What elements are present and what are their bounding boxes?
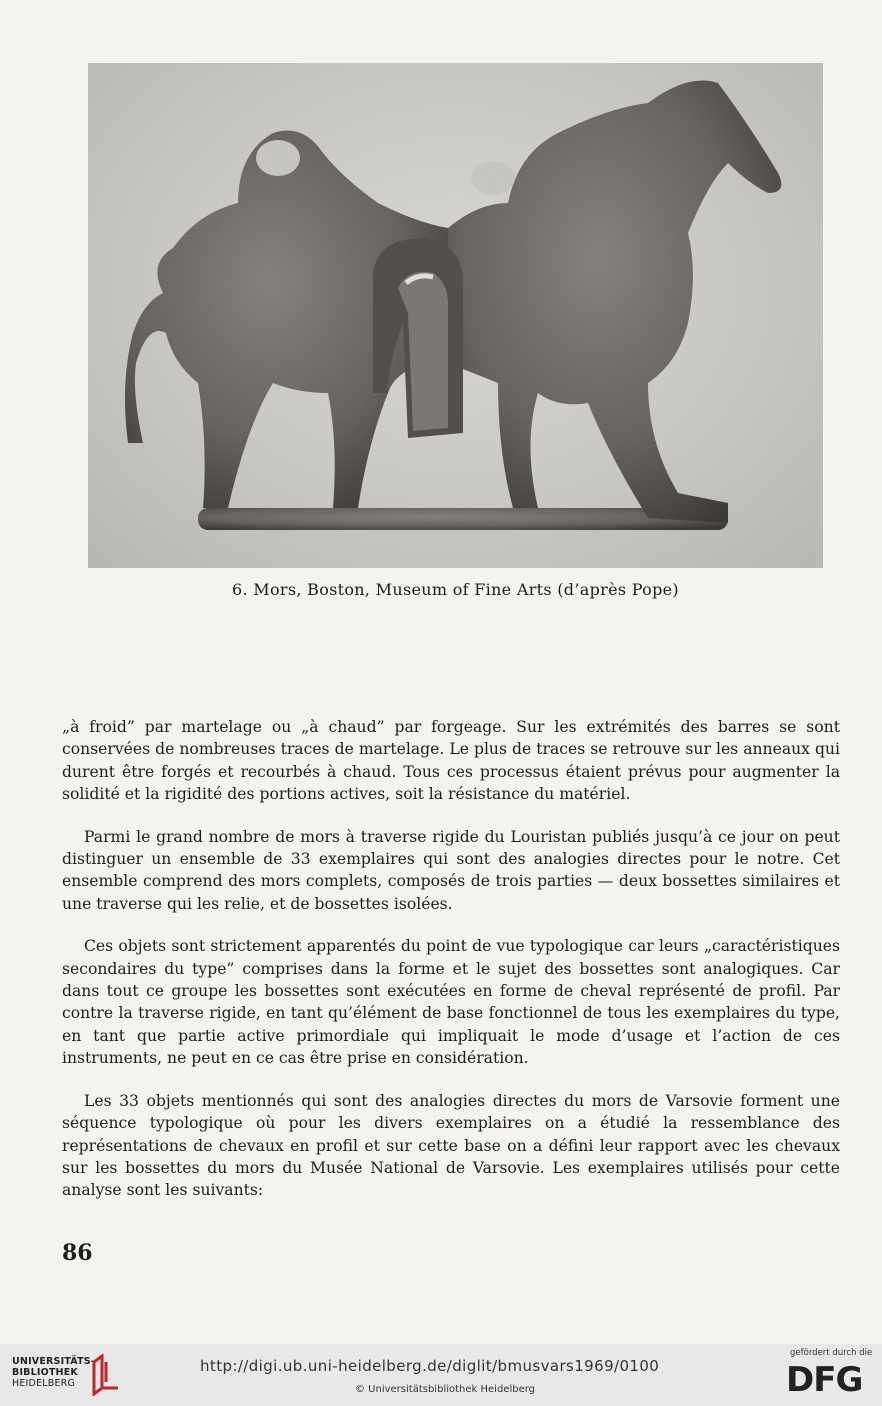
copyright-notice: © Universitätsbibliothek Heidelberg bbox=[355, 1384, 536, 1395]
digitization-footer bbox=[0, 1344, 882, 1406]
page-number: 86 bbox=[62, 1240, 93, 1266]
paragraph: Ces objets sont strictement apparentés du point de vue typologique car leurs „caractéristiques secondaires du type” comprises dans la forme et le sujet des bossettes sont analogiques. Car dans tout ce groupe les bossettes sont exécutées en forme de cheval représenté de profil. Par contre la traverse rigide, en tant qu’élément de base fonctionnel de tous les exemplaires du type, en tant que partie active primordiale qui impliquait le mode d’usage et l’action de ces instruments, ne peut en ce cas être prise en considération. bbox=[62, 937, 840, 1068]
library-name-line: UNIVERSITÄTS- bbox=[12, 1356, 95, 1367]
library-logo-icon[interactable] bbox=[90, 1354, 122, 1396]
library-logo-text[interactable] bbox=[12, 1356, 95, 1389]
body-text bbox=[62, 716, 840, 1222]
library-name-line: BIBLIOTHEK bbox=[12, 1367, 78, 1378]
figure-caption: 6. Mors, Boston, Museum of Fine Arts (d’après Pope) bbox=[232, 580, 679, 599]
paragraph: Parmi le grand nombre de mors à traverse rigide du Louristan publiés jusqu’à ce jour on peut distinguer un ensemble de 33 exemplaires qui sont des analogies directes pour le notre. Cet ensemble comprend des mors complets, composés de trois parties — deux bossettes similaires et une traverse qui les relie, et de bossettes isolées. bbox=[62, 827, 840, 913]
dfg-logo[interactable]: DFG bbox=[786, 1360, 863, 1400]
funding-note: gefördert durch die bbox=[790, 1348, 873, 1358]
horse-sculpture bbox=[125, 81, 781, 531]
permalink[interactable]: http://digi.ub.uni-heidelberg.de/diglit/bmusvars1969/0100 bbox=[200, 1357, 660, 1375]
paragraph: Les 33 objets mentionnés qui sont des analogies directes du mors de Varsovie forment une séquence typologique où pour les divers exemplaires on a étudié la ressemblance des représentations de chevaux en profil et sur cette base on a défini leur rapport avec les chevaux sur les bossettes du mors du Musée National de Varsovie. Les exemplaires utilisés pour cette analyse sont les suivants: bbox=[62, 1091, 840, 1200]
horse-bit-image bbox=[88, 63, 823, 568]
paragraph: „à froid” par martelage ou „à chaud” par forgeage. Sur les extrémités des barres se sont conservées de nombreuses traces de martelage. Le plus de traces se retrouve sur les anneaux qui durent être forgés et recourbés à chaud. Tous ces processus étaient prévus pour augmenter la solidité et la rigidité des portions actives, soit la résistance du matériel. bbox=[62, 718, 840, 804]
library-name-line: HEIDELBERG bbox=[12, 1378, 76, 1389]
figure-photo bbox=[88, 63, 823, 568]
